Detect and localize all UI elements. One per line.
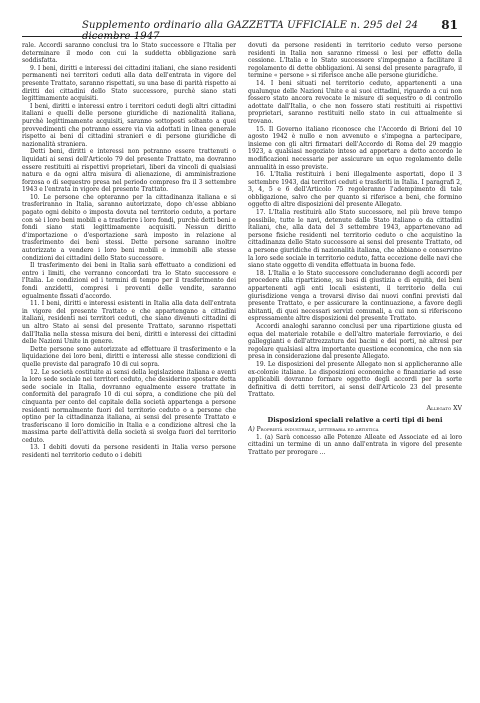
page-header: [22, 18, 462, 42]
annex-label: Allegato XV: [426, 404, 462, 412]
left-paragraph: Il trasferimento dei beni in Italia sarà effettuato a condizioni ed entro i limiti, che verranno concordati tra lo Stato successore e l'Italia. Le condizioni ed i termini di tempo per il trasferimento dei fondi anzidetti, compresi i proventi delle vendite, saranno egualmente fissati d'accordo.: [22, 262, 236, 300]
right-paragraphs: [248, 42, 462, 399]
left-paragraph: rale. Accordi saranno conclusi tra lo Stato successore e l'Italia per determinare il modo con cui la suddetta obbligazione sarà soddisfatta.: [22, 42, 236, 65]
publication-title: Supplemento ordinario alla GAZZETTA UFFICIALE n. 295 del 24 dicembre 1947: [82, 20, 419, 42]
annex-section-heading: [248, 426, 462, 434]
right-paragraph: 18. L'Italia e lo Stato successore concluderanno degli accordi per procedere alla ripartizione, su basi di giustizia e di equità, dei beni appartenenti agli enti locali esistenti, il territorio della cui giurisdizione venga a trovarsi diviso dai nuovi confini previsti dal presente Trattato, e per assicurare la continuazione, a favore degli abitanti, di quei necessari servizi comunali, a cui non si riferiscono espressamente altre disposizioni del presente Trattato.: [248, 269, 462, 323]
text-columns: [22, 42, 462, 686]
left-paragraph: 9. I beni, diritti e interessi dei cittadini italiani, che siano residenti permanenti nei territori ceduti alla data dell'entrata in vigore del presente Trattato, saranno rispettati, su una base di parità rispetto ai diritti dei cittadini dello Stato successore, purchè siano stati legittimamente acquisiti.: [22, 64, 236, 103]
right-paragraph: Accordi analoghi saranno conclusi per una ripartizione giusta ed equa del materiale rotabile e dell'altro materiale ferroviario, e dei galleggianti e dell'attrezzatura dei bacini e dei porti, nè altresì per regolare qualsiasi altra importante questione economica, che non sia presa in considerazione dal presente Allegato.: [248, 322, 462, 361]
newspaper-page: [22, 18, 462, 690]
right-paragraph: 15. Il Governo italiano riconosce che l'Accordo di Brioni del 10 agosto 1942 è nullo e non avvenuto e s'impegna a partecipare, insieme con gli altri firmatari dell'Accordo di Roma del 29 maggio 1923, a qualsiasi negoziato inteso ad apportare a detto accordo le modificazioni necessarie per assicurare un equo regolamento delle annualità in esso previste.: [248, 125, 462, 171]
annex-section-prefix: A): [248, 426, 255, 434]
left-column: [22, 42, 236, 686]
left-paragraph: 13. I debiti dovuti da persone residenti in Italia verso persone residenti nel territorio ceduto o i debiti: [22, 444, 236, 460]
page-number: 81: [441, 18, 458, 32]
left-paragraph: 10. Le persone che opteranno per la cittadinanza italiana e si trasferiranno in Italia, saranno autorizzate, dopo ch'esse abbiano pagato ogni debito o imposta dovuta nel territorio ceduto, a portare con sè i loro beni mobili e a trasferire i loro fondi, purchè detti beni e fondi siano stati legittimamente acquisiti. Nessun diritto d'importazione o d'esportazione sarà imposto in relazione al trasferimento dei beni stessi. Dette persone saranno inoltre autorizzate a vendere i loro beni mobili e immobili alle stesse condizioni dei cittadini dello Stato successore.: [22, 193, 236, 262]
left-paragraph: 11. I beni, diritti e interessi esistenti in Italia alla data dell'entrata in vigore del presente Trattato e che appartengano a cittadini italiani, residenti nei territori ceduti, che siano divenuti cittadini di un altro Stato ai sensi del presente Trattato, saranno rispettati dall'Italia nella stessa misura dei beni, diritti e interessi dei cittadini delle Nazioni Unite in genere.: [22, 300, 236, 346]
left-paragraph: I beni, diritti e interessi entro i territori ceduti degli altri cittadini italiani e quelli delle persone giuridiche di nazionalità italiana, purchè legittimamente acquisiti, saranno sottoposti soltanto a quei provvedimenti che potranno essere via via adottati in linea generale rispetto ai beni di cittadini stranieri e di persone giuridiche di nazionalità straniera.: [22, 102, 236, 148]
right-paragraph: 16. L'Italia restituirà i beni illegalmente asportati, dopo il 3 settembre 1943, dai territori ceduti e trasferiti in Italia. I paragrafi 2, 3, 4, 5 e 6 dell'Articolo 75 regoleranno l'adempimento di tale obbligazione, salvo che per quanto si riferisce a beni, che formino oggetto di altre disposizioni del presente Allegato.: [248, 171, 462, 209]
right-paragraph: 19. Le disposizioni del presente Allegato non si applicheranno alle ex-colonie italiane. Le disposizioni economiche e finanziarie ad esse applicabili dovranno formare oggetto degli accordi per la sorte definitiva di detti territori, ai sensi dell'Articolo 23 del presente Trattato.: [248, 360, 462, 399]
annex-first-paragraph: 1. (a) Sarà concesso alle Potenze Alleate ed Associate ed ai loro cittadini un termine di un anno dall'entrata in vigore del presente Trattato per prorogare ...: [248, 433, 462, 456]
right-paragraph: dovuti da persone residenti in territorio ceduto verso persone residenti in Italia non saranno rimessi o lesi per effetto della cessione. L'Italia e lo Stato successore s'impegnano a facilitare il regolamento di dette obbligazioni. Ai sensi del presente paragrafo, il termine « persone » si riferisce anche alle persone giuridiche.: [248, 42, 462, 80]
annex-section-name: Proprietà industriale, letteraria ed artistica: [256, 426, 379, 434]
right-paragraph: 14. I beni situati nel territorio ceduto, appartenenti a una qualunque delle Nazioni Unite e ai suoi cittadini, riguardo a cui non fossero stato ancora revocate le misure di sequestro o di controllo adottate dall'Italia, o che non fossero stati restituiti ai rispettivi proprietari, saranno restituiti nello stato in cui attualmente si trovano.: [248, 79, 462, 125]
left-paragraph: Dette persone sono autorizzate ad effettuare il trasferimento e la liquidazione dei loro beni, diritti e interessi alle stesse condizioni di quelle previste dal paragrafo 10 di cui sopra.: [22, 345, 236, 368]
right-column: [248, 42, 462, 686]
annex-title: Disposizioni speciali relative a certi tipi di beni: [267, 415, 443, 424]
left-paragraph: 12. Le società costituite ai sensi della legislazione italiana e aventi la loro sede sociale nei territori ceduto, che desiderino spostare detta sede sociale in Italia, dovranno egualmente essere trattate in conformità del paragrafo 10 di cui sopra, a condizione che più del cinquanta per cento del capitale della società appartenga a persone residenti normalmente fuori del territorio ceduto o a persone che optino per la cittadinanza italiana, ai sensi del presente Trattato e trasferiscano il loro domicilio in Italia e a condizione altresì che la massima parte dell'attività della società si svolga fuori del territorio ceduto.: [22, 368, 236, 444]
right-paragraph: 17. L'Italia restituirà allo Stato successore, nel più breve tempo possibile, tutte le navi, detenute dalle Stato italiano o da cittadini italiani, che, alla data del 3 settembre 1943, appartenevano ad persone fisiche residenti nel territorio ceduto o che acquistino la cittadinanza dello Stato successore ai sensi del presente Trattato, od a persone giuridiche di nazionalità italiana, che abbiano e conservino la loro sede sociale in territorio ceduto, fatta eccezione delle navi che siano state oggetto di vendita effettuata in buona fede.: [248, 209, 462, 270]
left-paragraph: Detti beni, diritti e interessi non potranno essere trattenuti o liquidati ai sensi dell'Articolo 79 del presente Trattato, ma dovranno essere restituiti ai rispettivi proprietari, liberi da vincoli di qualsiasi natura e da ogni altra misura di alienazione, di amministrazione forzosa o di sequestro presa nel periodo compreso fra il 3 settembre 1943 e l'entrata in vigore del presente Trattato.: [22, 148, 236, 194]
